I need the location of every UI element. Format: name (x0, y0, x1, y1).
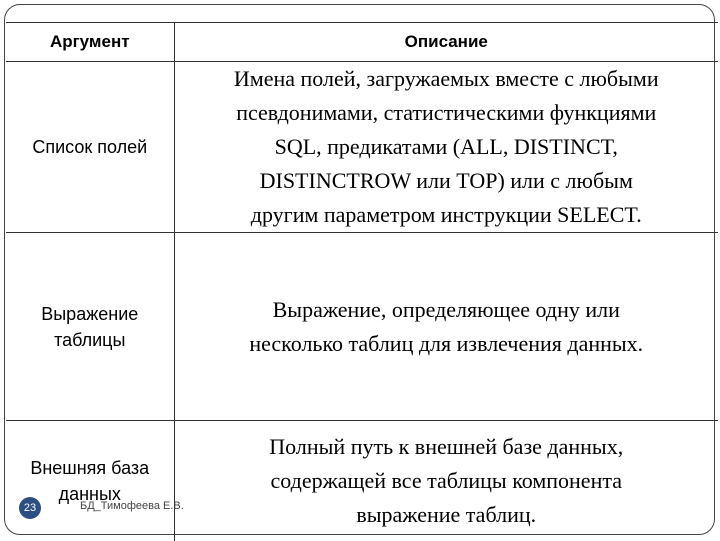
footer-author: БД_Тимофеева Е.В. (80, 500, 184, 512)
description-line: псевдонимами, статистическими функциями (236, 100, 657, 125)
argument-cell (6, 233, 174, 421)
description-line: содержащей все таблицы компонента (270, 467, 622, 493)
description-line: выражение таблиц. (356, 501, 537, 527)
table-header-row (6, 23, 718, 62)
table-row (6, 421, 718, 541)
argument-line: таблицы (54, 329, 126, 350)
description-line: несколько таблиц для извлечения данных. (249, 330, 644, 356)
argument-line: данных (58, 483, 121, 504)
description-cell (174, 62, 718, 233)
description-line: другим параметром инструкции SELECT. (250, 202, 642, 227)
description-line: Имена полей, загружаемых вместе с любыми (233, 66, 659, 91)
argument-line: Список полей (32, 137, 148, 157)
argument-cell (6, 421, 174, 541)
arguments-table (6, 22, 718, 541)
table-row (6, 62, 718, 233)
description-line: SQL, предикатами (ALL, DISTINCT, (274, 134, 618, 159)
table-row (6, 233, 718, 421)
description-line: Полный путь к внешней базе данных, (269, 433, 624, 459)
header-argument: Аргумент (6, 23, 174, 62)
argument-cell (6, 62, 174, 233)
description-cell (174, 233, 718, 421)
argument-line: Внешняя база (30, 457, 150, 478)
description-cell (174, 421, 718, 541)
argument-line: Выражение (41, 303, 139, 324)
description-line: Выражение, определяющее одну или (272, 296, 620, 322)
description-line: DISTINCTROW или TOP) или с любым (259, 168, 633, 193)
slide-number-badge: 23 (19, 497, 41, 519)
header-description: Описание (174, 23, 718, 62)
